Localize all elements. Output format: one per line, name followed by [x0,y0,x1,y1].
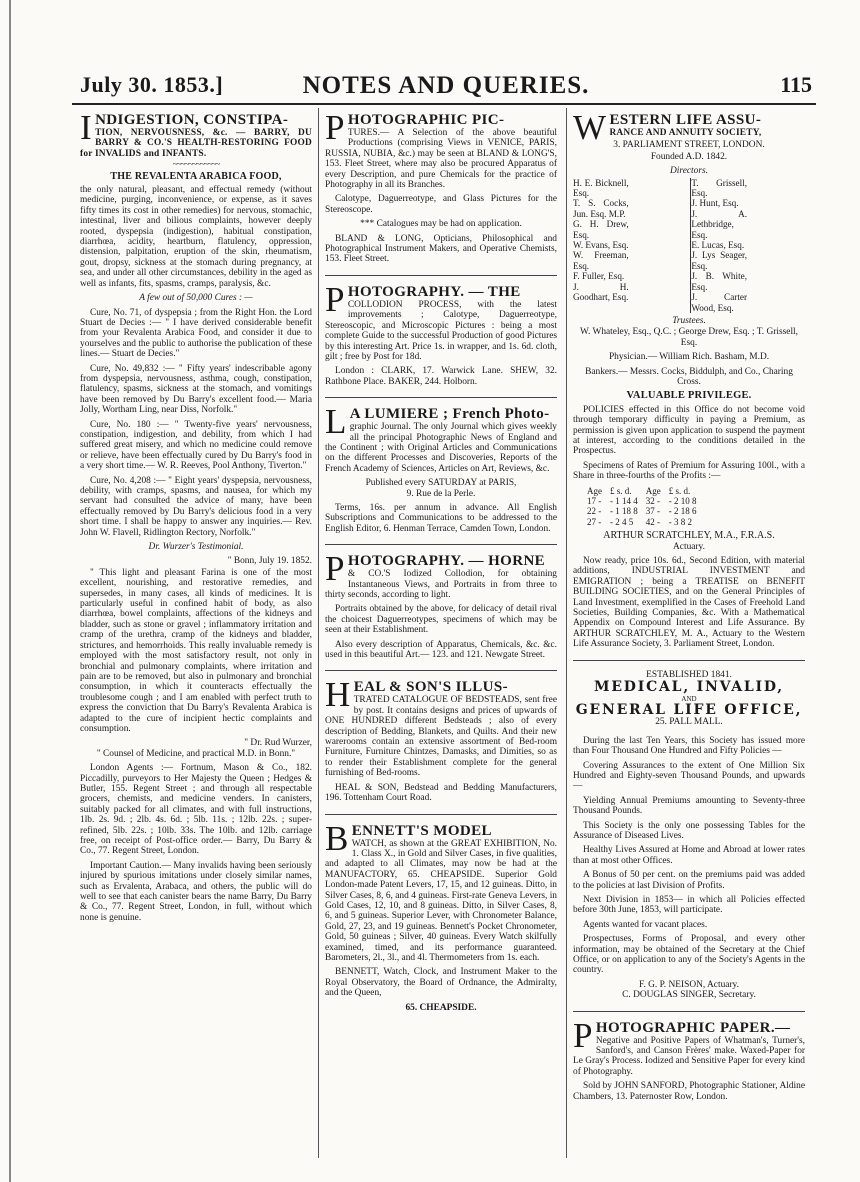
table-cell: 27 - [587,516,602,527]
privilege-text: POLICIES effected in this Office do not become void through temporary difficulty in paying a Premium, as permission is given upon application to suspend the payment at interest, according to the conditions detailed in the Prospectus. [573,404,805,457]
bland-long-advertisement [325,108,557,276]
table-cell: - 1 18 8 [610,506,638,517]
journal-title: NOTES AND QUERIES. [302,72,590,99]
table-cell: 42 - [645,516,660,527]
specimens-text: Specimens of Rates of Premium for Assuring 100l., with a Share in three-fourths of the Profits :— [573,460,805,482]
bennett-advertisement [325,818,557,1024]
ad-line: *** Catalogues may be had on application. [360,219,522,230]
actuary-title: Actuary. [673,541,705,552]
photographic-paper-advertisement [573,1015,805,1112]
testimonial-heading: Dr. Wurzer's Testimonial. [148,542,244,553]
office-signature: C. DOUGLAS SINGER, Secretary. [622,990,756,1001]
director: F. Fuller, Esq. [573,271,625,282]
director: J. Lys Seager, Esq. [691,250,748,271]
ad-title: THE REVALENTA ARABICA FOOD, [110,170,282,182]
office-title: GENERAL LIFE OFFICE, [575,701,803,718]
header-rule [72,103,816,105]
actuary-name: ARTHUR SCRATCHLEY, M.A., F.R.A.S. [603,530,775,542]
medical-invalid-advertisement [573,670,805,1012]
privilege-heading: VALUABLE PRIVILEGE. [626,390,752,402]
directors-right [691,178,805,313]
ad-heading: EAL & SON'S ILLUS- [353,679,509,696]
ad-terms: Terms, 16s. per annum in advance. All English Subscriptions and Communications to be addressed to the English Editor, 6. Henman Terrace, Camden Town, London. [325,502,557,534]
director: T. Grissell, Esq. [691,177,748,199]
table-header: Age [587,485,602,496]
ad-published: Published every SATURDAY at PARIS, [365,478,517,489]
ad-subheading: TION, NERVOUSNESS, &c. — BARRY, DU BARRY & CO.'S HEALTH-RESTORING FOOD for INVALIDS and INFANTS. [80,128,312,159]
page-edge [9,0,11,1182]
premium-table [583,486,701,528]
table-cell: - 3 8 2 [668,516,692,527]
ad-body: COLLODION PROCESS, with the latest improvements ; Calotype, Daguerreotype, Stereoscopic, and Microscopic Pictures : being a most complete Guide to the successful Production of good Pictures by this interesting Art. Price 1s. in wrapper, and 1s. 6d. cloth, gilt ; free by Post for 18d. [325,299,557,362]
ad-body: Portraits obtained by the above, for delicacy of detail rival the choicest Daguerreotypes, specimens of which may be seen at their Establishment. [325,604,557,636]
office-signature: F. G. P. NEISON, Actuary. [639,979,739,990]
heal-advertisement [325,675,557,814]
director: G. H. Drew, Esq. [573,219,629,240]
ad-heading: HOTOGRAPHIC PIC- [347,112,505,128]
office-para: Next Division in 1853— in which all Policies effected before 30th June, 1853, will participate. [573,895,805,916]
office-para: Healthy Lives Assured at Home and Abroad at lower rates than at most other Offices. [573,845,805,866]
ad-address: BLAND & LONG, Opticians, Philosophical and Photographical Instrument Makers, and Operative Chemists, 153. Fleet Street. [325,233,557,265]
ad-heading: ENNETT'S MODEL [351,822,492,839]
column-divider [318,108,319,1158]
director: J. Carter Wood, Esq. [691,292,748,313]
table-cell: 22 - [587,506,602,517]
testimonial-text: " This light and pleasant Farina is one of the most excellent, nourishing, and restorative remedies, and supersedes, in many cases, all kinds of medicines. It is particularly useful in confined habit of body, as also diarrhœa, bowel complaints, affections of the kidneys and bladder, such as stone or gravel ; inflammatory irritation and cramp of the urethra, cramp of the kidneys and bladder, strictures, and hemorrhoids. This really invaluable remedy is employed with the most satisfactory result, not only in bronchial and pulmonary complaints, where irritation and pain are to be removed, but also in pulmonary and bronchial consumption, in which it counteracts effectually the troublesome cough ; and I am enabled with perfect truth to express the conviction that Du Barry's Revalenta Arabica is adapted to the cure of incipient hectic complaints and consumption. [80,567,312,734]
cure-testimonial: Cure, No. 71, of dyspepsia ; from the Right Hon. the Lord Stuart de Decies :— " I have derived considerable benefit from your Revalenta Arabica Food, and consider it due to yourselves and the public to authorise the publication of these lines.— Stuart de Decies." [80,307,312,360]
trustees-heading: Trustees. [672,315,706,326]
ad-address: 65. CHEAPSIDE. [405,1002,477,1013]
ad-heading: HOTOGRAPHY. — HORNE [347,553,546,570]
ad-body: TRATED CATALOGUE OF BEDSTEADS, sent free by post. It contains designs and prices of upwards of ONE HUNDRED different Bedsteads ; also of every description of Bedding, Blankets, and Quilts. And their new warerooms contain an extensive assortment of Bed-room Furniture, Furniture Chintzes, Damasks, and Dimities, so as to render their Establishment complete for the general furnishing of Bed-rooms. [325,695,557,779]
cure-testimonial: Cure, No. 49,832 :— " Fifty years' indescribable agony from dyspepsia, nervousness, asthma, cough, constipation, flatulency, spasms, sickness at the stomach, and vomitings have been removed by Du Barry's excellent food.— Maria Jolly, Wortham Ling, near Diss, Norfolk." [80,363,312,416]
physician: Physician.— William Rich. Basham, M.D. [608,352,770,363]
dropcap: P [325,279,345,319]
cures-heading: A few out of 50,000 Cures : — [139,293,253,304]
ad-paris-address: 9. Rue de la Perle. [406,488,476,499]
testimonial-date: " Bonn, July 19. 1852. [227,556,312,567]
dropcap: B [325,818,349,858]
column-1 [80,108,312,942]
director: H. E. Bicknell, Esq. [573,177,629,199]
ad-body: BENNETT, Watch, Clock, and Instrument Maker to the Royal Observatory, the Board of Ordnance, the Admiralty, and the Queen, [325,967,557,999]
office-para: Covering Assurances to the extent of One Million Six Hundred and Eighty-seven Thousand Pounds, and upwards — [573,760,805,792]
director: W. Freeman, Esq. [573,250,629,271]
barry-advertisement [80,108,312,933]
table-row [583,506,701,516]
table-cell: - 1 14 4 [610,496,638,506]
ad-subheading: RANCE AND ANNUITY SOCIETY, [609,128,762,138]
ornament: ~~~~~~~~~~~~ [172,159,220,170]
table-cell: - 2 4 5 [610,516,634,527]
office-title: MEDICAL, INVALID, [594,679,784,696]
london-agents: London Agents :— Fortnum, Mason & Co., 182. Piccadilly, purveyors to Her Majesty the Queen ; Hedges & Butler, 155. Regent Street ; and through all respectable grocers, chemists, and medicine venders. In canisters, suitably packed for all climates, and with full instructions, 1lb. 2s. 9d. ; 2lb. 4s. 6d. ; 5lb. 11s. ; 12lb. 22s. ; super-refined, 5lb. 22s. ; 10lb. 33s. The 10lb. and 12lb. carriage free, on receipt of Post-office order.— Barry, Du Barry & Co., 77. Regent Street, London. [80,763,312,857]
issue-date: July 30. 1853.] [80,72,224,97]
table-cell: 32 - [645,496,660,506]
table-cell: 37 - [645,506,660,517]
ad-address: HEAL & SON, Bedstead and Bedding Manufacturers, 196. Tottenham Court Road. [325,782,557,804]
table-cell: - 2 10 8 [668,496,697,506]
cure-testimonial: Cure, No. 180 :— " Twenty-five years' nervousness, constipation, indigestion, and debility, from which I had suffered great misery, and which no medicine could remove or relieve, have been effectually cured by Du Barry's food in a very short time.— W. R. Reeves, Pool Anthony, Tiverton." [80,419,312,472]
dropcap: P [325,108,345,147]
office-address: 25. PALL MALL. [655,717,723,728]
dropcap: P [573,1015,593,1055]
western-life-advertisement [573,108,805,661]
office-para: Yielding Annual Premiums amounting to Seventy-three Thousand Pounds. [573,795,805,817]
ad-body: Also every description of Apparatus, Chemicals, &c. &c. used in this beautiful Art.— 123. and 121. Newgate Street. [325,639,557,661]
office-para: Prospectuses, Forms of Proposal, and every other information, may be obtained of the Secretary at the Chief Office, or on application to any of the Society's Agents in the country. [573,934,805,976]
column-divider [566,108,567,1158]
director: J. H. Goodhart, Esq. [573,281,629,303]
director: W. Evans, Esq. [573,240,629,251]
table-header: £ s. d. [610,485,632,496]
dropcap: P [325,549,345,589]
table-header-row [583,486,701,496]
now-ready-notice: Now ready, price 10s. 6d., Second Edition, with material additions, INDUSTRIAL INVESTMENT and EMIGRATION ; being a TREATISE on BENEFIT BUILDING SOCIETIES, and on the General Principles of Land Investment, exemplified in the Cases of Freehold Land Societies, Building Companies, &c. With a Mathematical Appendix on Compound Interest and Life Assurance. By ARTHUR SCRATCHLEY, M. A., Actuary to the Western Life Assurance Society, 3. Parliament Street, London. [573,556,805,650]
column-2 [325,108,557,1032]
ad-heading: NDIGESTION, CONSTIPA- [95,112,289,128]
director: T. S. Cocks, Jun. Esq. M.P. [573,198,629,219]
established: ESTABLISHED 1841. [646,669,732,680]
page-header [80,72,812,102]
ad-body: graphic Journal. The only Journal which gives weekly all the principal Photographic News of England and the Continent ; with Original Articles and Communications on the different Processes and Discoveries, Reports of the French Academy of Sciences, Articles on Art, Reviews, &c. [325,422,557,474]
office-para: Agents wanted for vacant places. [583,919,708,930]
ad-body: TURES.— A Selection of the above beautiful Productions (comprising Views in VENICE, PARIS, RUSSIA, NUBIA, &c.) may be seen at BLAND & LONG'S, 153. Fleet Street, where may also be procured Apparatus of every Description, and pure Chemicals for the practice of Photography in all its Branches. [325,128,557,191]
directors-list [573,178,805,313]
bankers: Bankers.— Messrs. Cocks, Biddulph, and Co., Charing Cross. [585,366,793,387]
director: J. B. White, Esq. [691,271,748,292]
ad-body: WATCH, as shown at the GREAT EXHIBITION, No. 1. Class X., in Gold and Silver Cases, in five qualities, and adapted to all Climates, may now be had at the MANUFACTORY, 65. CHEAPSIDE. Superior Gold London-made Patent Levers, 17, 15, and 12 guineas. Ditto, in Silver Cases, 8, 6, and 4 guineas. First-rate Geneva Levers, in Gold Cases, 12, 10, and 8 guineas. Ditto, in Silver Cases, 8, 6, and 5 guineas. Superior Lever, with Chronometer Balance, Gold, 27, 23, and 19 guineas. Bennett's Pocket Chronometer, Gold, 50 guineas ; Silver, 40 guineas. Every Watch skilfully examined, timed, and its performance guaranteed. Barometers, 2l., 3l., and 4l. Thermometers from 1s. each. [325,838,557,963]
table-cell: - 2 18 6 [668,506,697,517]
column-3 [573,108,805,1121]
table-cell: 17 - [587,496,602,506]
trustees: W. Whateley, Esq., Q.C. ; George Drew, Esq. ; T. Grissell, Esq. [579,327,798,348]
dropcap: W [573,108,607,147]
horne-advertisement [325,549,557,671]
directors-heading: Directors. [670,166,708,177]
ad-line: Calotype, Daguerreotype, and Glass Pictures for the Stereoscope. [325,194,557,215]
directors-left [573,178,691,313]
ad-address: 3. PARLIAMENT STREET, LONDON. [613,140,765,151]
dropcap: L [325,402,347,442]
director: J. Hunt, Esq. [691,198,739,209]
dropcap: H [325,675,351,715]
and-word: AND [681,694,697,703]
table-row [583,517,701,527]
ad-heading: HOTOGRAPHIC PAPER.— [595,1019,791,1036]
important-caution: Important Caution.— Many invalids having been seriously injured by spurious imitations under closely similar names, such as Ervalenta, Arabaca, and others, the public will do well to see that each canister bears the name Barry, Du Barry & Co., 77. Regent Street, London, in full, without which none is genuine. [80,860,312,923]
director: E. Lucas, Esq. [691,240,745,251]
testimonial-signature: " Dr. Rud Wurzer, [244,738,312,749]
table-header: Age [645,485,661,496]
dropcap: I [80,108,93,147]
director: J. A. Lethbridge, Esq. [691,208,748,240]
page-number: 115 [780,72,812,97]
office-para: A Bonus of 50 per cent. on the premiums paid was added to the policies at last Division of Profits. [573,870,805,891]
table-row [583,496,701,506]
testimonial-signature-title: " Counsel of Medicine, and practical M.D. in Bonn." [96,748,296,759]
ad-address: Sold by JOHN SANFORD, Photographic Stationer, Aldine Chambers, 13. Paternoster Row, London. [573,1081,805,1102]
ad-body: & CO.'S Iodized Collodion, for obtaining Instantaneous Views, and Portraits in from three to thirty seconds, according to light. [325,569,557,600]
ad-heading: ESTERN LIFE ASSU- [609,112,762,128]
ad-address: London : CLARK, 17. Warwick Lane. SHEW, 32. Rathbone Place. BAKER, 244. Holborn. [325,366,557,387]
collodion-advertisement [325,279,557,398]
la-lumiere-advertisement [325,402,557,545]
ad-heading: A LUMIERE ; French Photo- [349,406,550,423]
table-header: £ s. d. [668,485,691,496]
ad-heading: HOTOGRAPHY. — THE [347,283,521,300]
office-para: During the last Ten Years, this Society has issued more than Four Thousand One Hundred and Fifty Policies — [573,735,805,757]
ad-intro: the only natural, pleasant, and effectual remedy (without medicine, purging, inconvenience, or expense, as it saves fifty times its cost in other remedies) for nervous, stomachic, intestinal, liver and bilious complaints, however deeply rooted, dyspepsia (indigestion), habitual constipation, diarrhœa, acidity, heartburn, flatulency, oppression, distension, palpitation, eruption of the skin, rheumatism, gout, dropsy, sickness at the stomach during pregnancy, at sea, and under all other circumstances, debility in the aged as well as infants, fits, spasms, cramps, paralysis, &c. [80,185,312,289]
ad-body: Negative and Positive Papers of Whatman's, Turner's, Sanford's, and Canson Frères' make. Waxed-Paper for Le Gray's Process. Iodized and Sensitive Paper for every kind of Photography. [573,1035,805,1077]
founded: Founded A.D. 1842. [650,151,728,162]
office-para: This Society is the only one possessing Tables for the Assurance of Diseased Lives. [573,820,805,841]
cure-testimonial: Cure, No. 4,208 :— " Eight years' dyspepsia, nervousness, debility, with cramps, spasms, and nausea, for which my servant had consulted the advice of many, have been effectually removed by Du Barry's delicious food in a very short time. I shall be happy to answer any inquiries.— Rev. John W. Flavell, Ridlington Rectory, Norfolk." [80,475,312,538]
